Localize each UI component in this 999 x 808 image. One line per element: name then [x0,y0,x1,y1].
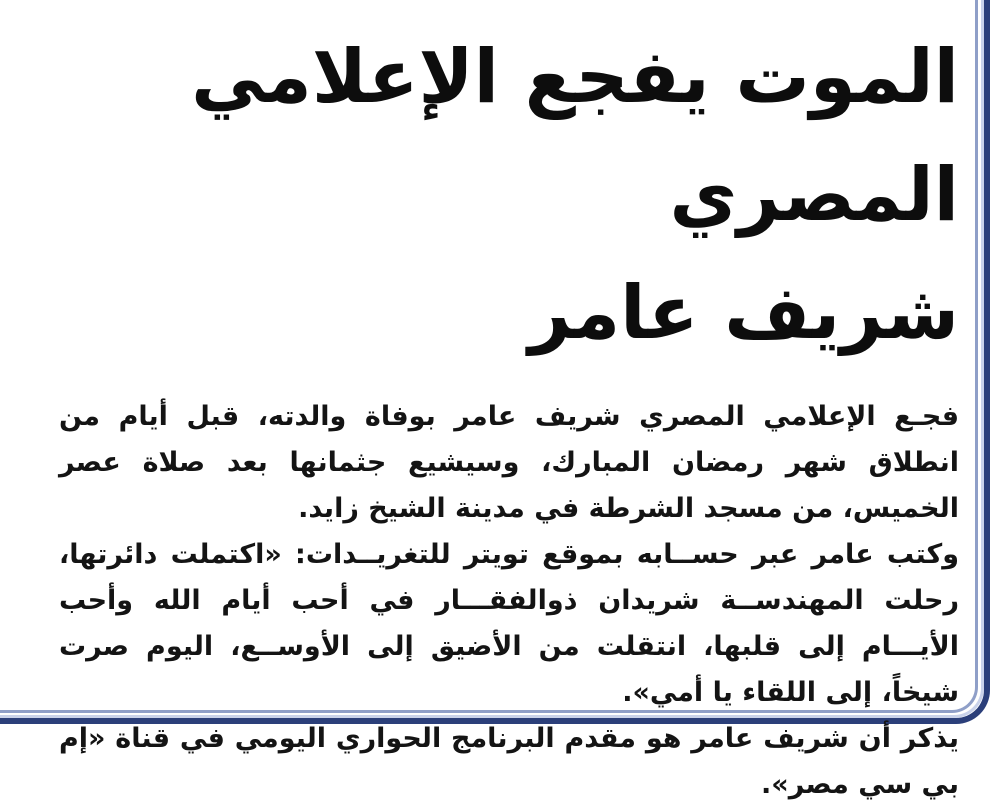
paragraph-2: وكتب عامر عبر حســابه بموقع تويتر للتغريــدات: «اكتملت دائرتها، رحلت المهندســة شريدان ذوالفقـــار في أحب أيام الله وأحب الأيـــام إلى قلبها، انتقلت من الأضيق إلى الأوســع، اليوم صرت شيخاً، إلى اللقاء يا أمي». [59,539,959,708]
paragraph-3: يذكر أن شريف عامر هو مقدم البرنامج الحواري اليومي في قناة «إم بي سي مصر». [59,723,959,800]
paragraph-1: فجـع الإعلامي المصري شريف عامر بوفاة والدته، قبل أيام من انطلاق شهر رمضان المبارك، وسيشيع جثمانها بعد صلاة عصر الخميس، من مسجد الشرطة في مدينة الشيخ زايد. [59,401,959,524]
headline-line-1: الموت يفجع الإعلامي المصري [191,34,959,238]
article-body [59,394,959,808]
article [59,18,959,808]
headline [59,18,959,372]
headline-line-2: شريف عامر [528,270,959,356]
